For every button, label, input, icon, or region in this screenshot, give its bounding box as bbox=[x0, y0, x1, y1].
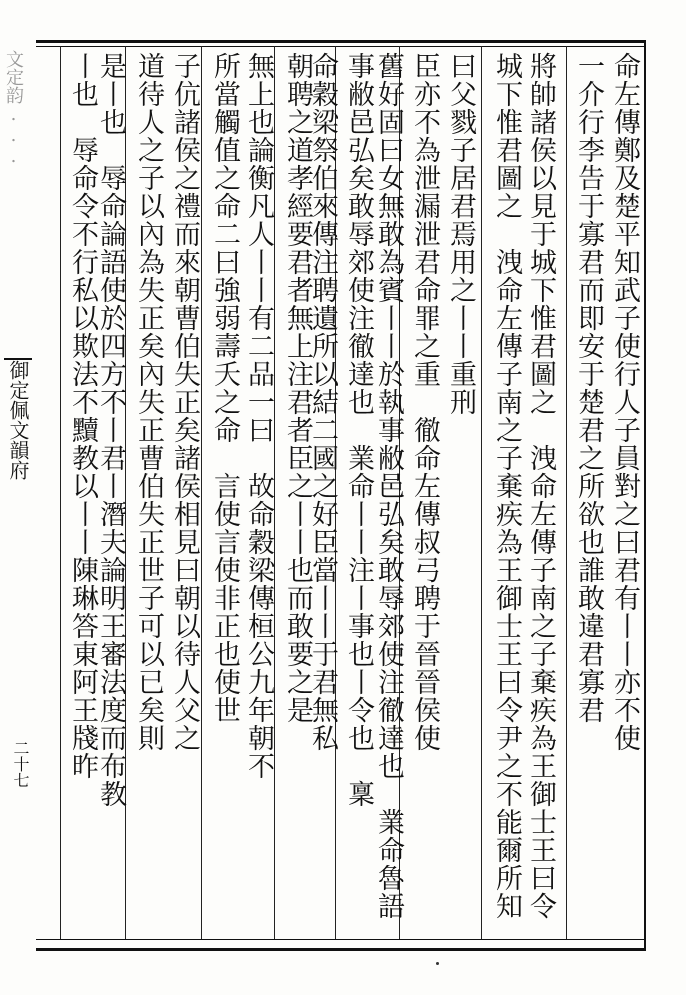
text-column: 城下惟君圖之 洩命左傳子南之子棄疾為王御士王曰令尹之不能爾所知 bbox=[491, 52, 522, 920]
text-column: 是丨也 辱命論語使於四方不丨君丨潛夫論明王審法度而布教 bbox=[95, 52, 126, 808]
column-divider bbox=[60, 46, 61, 939]
text-column: 無上也論衡凡人丨丨有二品一曰 故命穀梁傳桓公九年朝不 bbox=[243, 52, 274, 780]
ink-speck bbox=[436, 962, 439, 965]
margin-edge-text: 文定韵... bbox=[3, 50, 24, 167]
text-column: 朝聘之道孝經要君者無上注君者臣之丨丨也而敢要之是 bbox=[282, 52, 313, 724]
text-column: 道待人之子以內為失正矣內失正曹伯失正世子可以已矣則 bbox=[133, 52, 164, 752]
text-column: 事敝邑弘矣敢辱郊使注徹達也 業命丨丨注丨事也丨令也 稟 bbox=[343, 52, 374, 808]
text-column: 所當觸值之命二曰強弱壽夭之命 言使言使非正也使世 bbox=[209, 52, 240, 724]
column-divider bbox=[481, 46, 482, 939]
page-number: 二十七 bbox=[11, 740, 30, 788]
text-column: 曰父戮子居君焉用之丨丨重刑 bbox=[445, 52, 476, 416]
text-column: 舊好固曰女無敢為賓丨丨於執事敝邑弘矣敢辱郊使注徹達也 業命魯語 bbox=[373, 52, 404, 920]
frame-inner-top-rule bbox=[36, 46, 644, 47]
text-column: 命穀梁祭伯來傳注聘遺所以結二國之好臣當丨丨于君無私 bbox=[307, 52, 338, 752]
text-column: 子伉諸侯之禮而來朝曹伯失正矣諸侯相見曰朝以待人父之 bbox=[169, 52, 200, 752]
text-column: 將帥諸侯以見于城下惟君圖之 洩命左傳子南之子棄疾為王御士王曰令 bbox=[525, 52, 556, 920]
text-column: 命左傳鄭及楚平知武子使行人子員對之曰君有丨丨亦不使 bbox=[609, 52, 640, 752]
book-title: 御定佩文韻府 bbox=[4, 358, 32, 530]
text-column: 一介行李告于寡君而即安于楚君之所欲也誰敢違君寡君 bbox=[573, 52, 604, 724]
column-divider bbox=[566, 46, 567, 939]
frame-inner-bottom-rule bbox=[36, 939, 644, 940]
page-margin-strip bbox=[0, 40, 36, 945]
text-column: 臣亦不為泄漏泄君命罪之重 徹命左傳叔弓聘于晉晉侯使 bbox=[409, 52, 440, 752]
text-column: 丨也 辱命令不行私以欺法不黷教以丨丨陳琳答東阿王牋昨 bbox=[67, 52, 98, 780]
